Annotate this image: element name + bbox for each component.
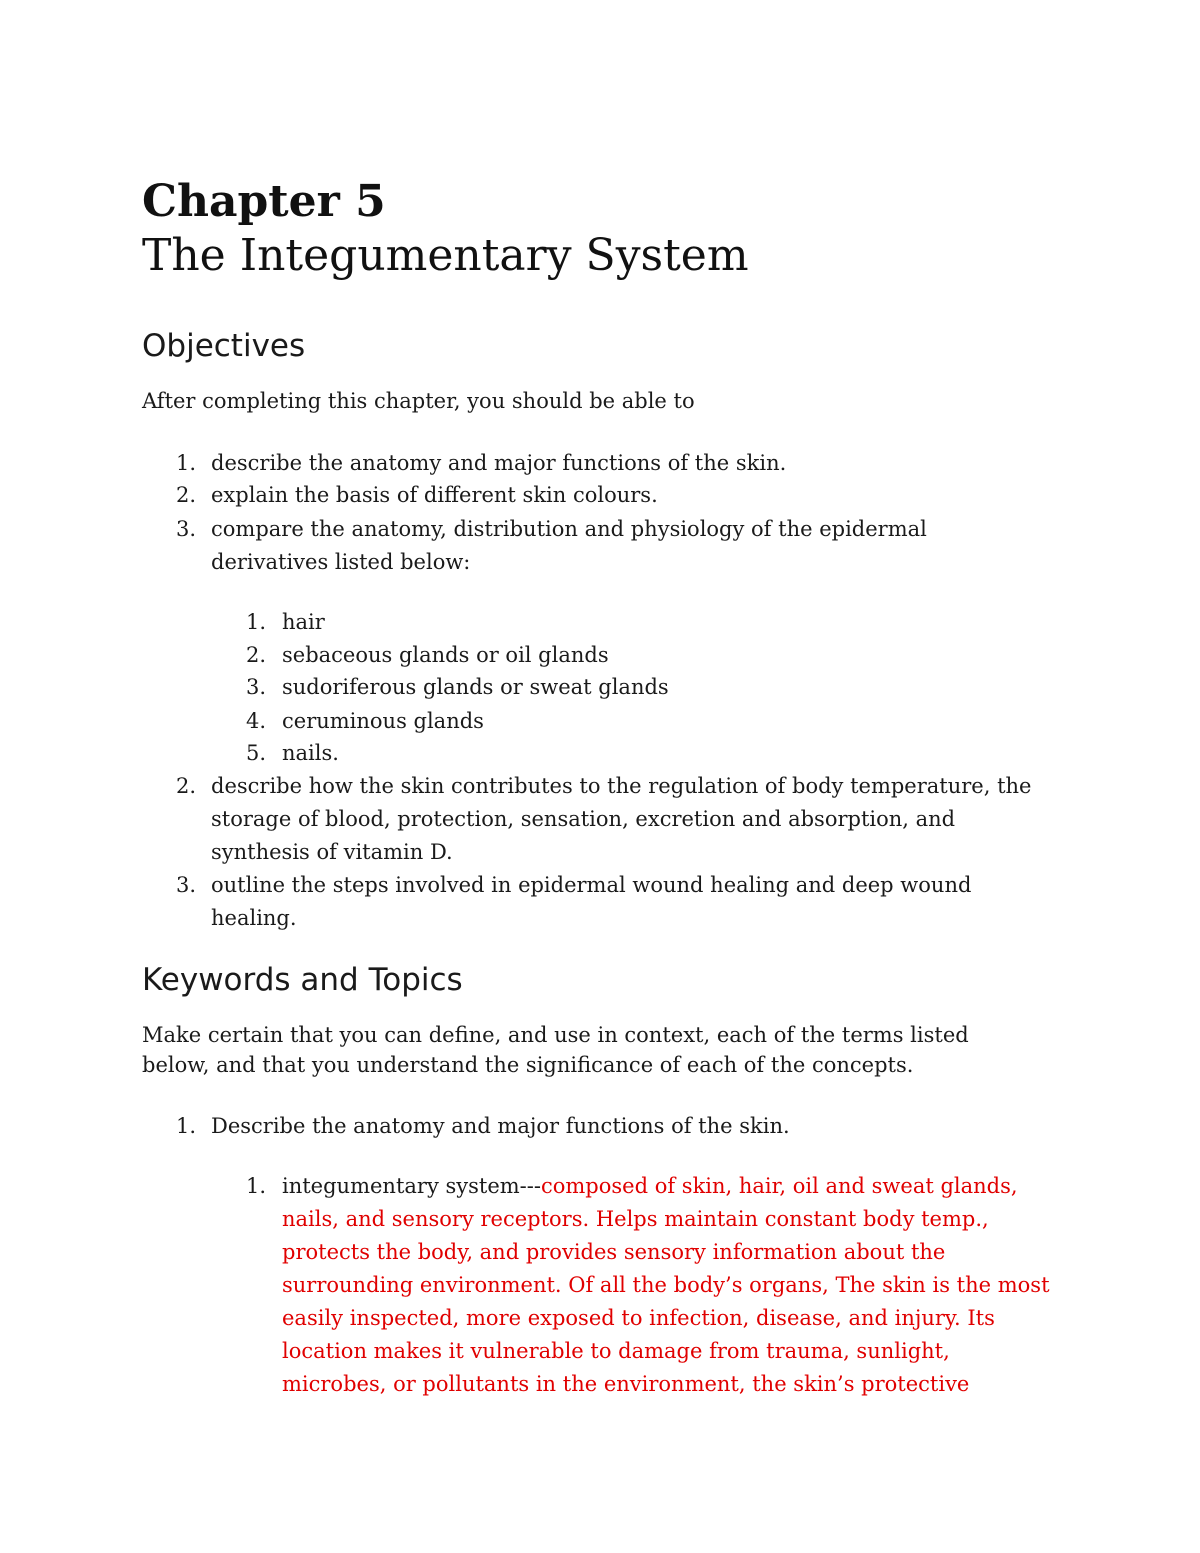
objective-item: outline the steps involved in epidermal wound healing and deep wound [211, 873, 972, 897]
term-answer-line: easily inspected, more exposed to infection, disease, and injury. Its [282, 1306, 995, 1330]
objective-item: compare the anatomy, distribution and physiology of the epidermal [211, 517, 927, 541]
subitem-number: 5. [246, 741, 267, 765]
subitem: sudoriferous glands or sweat glands [282, 675, 669, 699]
keywords-intro-continued: below, and that you understand the significance of each of the concepts. [142, 1053, 914, 1077]
subitem-number: 1. [246, 610, 267, 634]
chapter-number: Chapter 5 [142, 176, 386, 227]
objective-number: 1. [176, 451, 197, 475]
subitem: hair [282, 610, 325, 634]
subitem: sebaceous glands or oil glands [282, 643, 609, 667]
subitem-number: 2. [246, 643, 267, 667]
objective-item: describe how the skin contributes to the regulation of body temperature, the [211, 774, 1032, 798]
term-entry [282, 1171, 1018, 1201]
subitem: nails. [282, 741, 339, 765]
term-label: integumentary system--- [282, 1174, 541, 1198]
objective-item: explain the basis of different skin colours. [211, 483, 658, 507]
term-answer-line: nails, and sensory receptors. Helps maintain constant body temp., [282, 1207, 989, 1231]
subitem: ceruminous glands [282, 709, 484, 733]
objective-item: describe the anatomy and major functions of the skin. [211, 451, 787, 475]
objective-number: 3. [176, 517, 197, 541]
objective-item-continued: derivatives listed below: [211, 550, 471, 574]
objective-item-continued: synthesis of vitamin D. [211, 840, 453, 864]
objective-number: 2. [176, 774, 197, 798]
term-answer-line: protects the body, and provides sensory information about the [282, 1240, 946, 1264]
term-number: 1. [246, 1174, 267, 1198]
topic-item: Describe the anatomy and major functions of the skin. [211, 1114, 790, 1138]
term-answer-line: microbes, or pollutants in the environment, the skin’s protective [282, 1372, 970, 1396]
term-answer: composed of skin, hair, oil and sweat glands, [540, 1174, 1018, 1198]
objective-number: 2. [176, 483, 197, 507]
keywords-heading: Keywords and Topics [142, 962, 463, 998]
topic-number: 1. [176, 1114, 197, 1138]
objectives-intro: After completing this chapter, you should be able to [142, 389, 695, 413]
subitem-number: 3. [246, 675, 267, 699]
objectives-heading: Objectives [142, 328, 306, 364]
keywords-intro: Make certain that you can define, and use in context, each of the terms listed [142, 1023, 969, 1047]
objective-item-continued: healing. [211, 906, 297, 930]
objective-item-continued: storage of blood, protection, sensation, excretion and absorption, and [211, 807, 956, 831]
chapter-title: The Integumentary System [142, 230, 749, 281]
objective-number: 3. [176, 873, 197, 897]
term-answer-line: location makes it vulnerable to damage from trauma, sunlight, [282, 1339, 950, 1363]
subitem-number: 4. [246, 709, 267, 733]
term-answer-line: surrounding environment. Of all the body’s organs, The skin is the most [282, 1273, 1050, 1297]
